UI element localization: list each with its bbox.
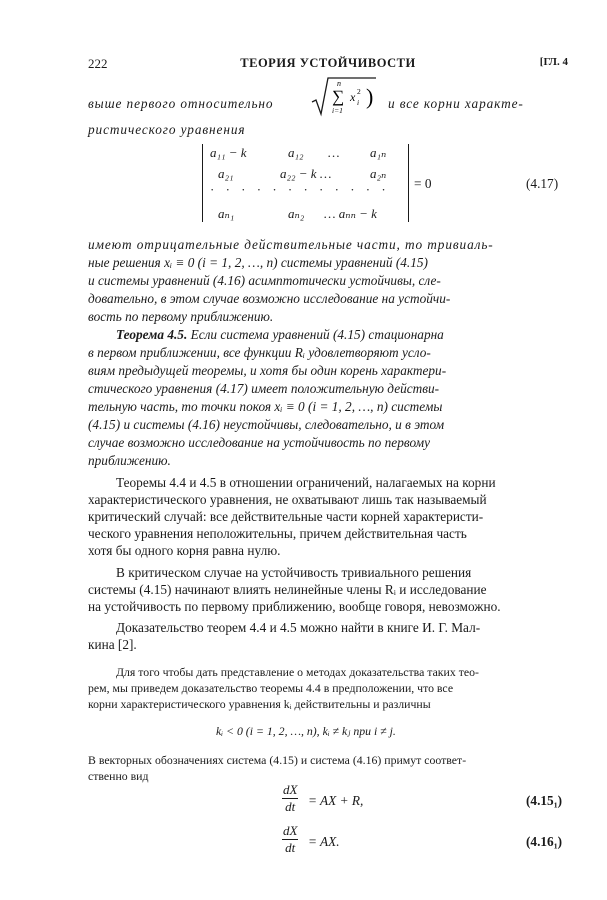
text-line: Доказательство теорем 4.4 и 4.5 можно найти в книге И. Г. Мал- [116,620,481,635]
text-line: хотя бы одного корня равна нулю. [88,543,281,558]
sum-upper-limit: n [337,79,341,88]
text-line: (4.15) и системы (4.16) неустойчивы, следовательно, и в этом [88,417,445,432]
page-number: 222 [88,56,108,71]
svg-text:∑: ∑ [332,87,345,106]
det-cell: a₂₂ − k … [280,166,332,181]
determinant-left-bar [202,144,203,222]
text-line: имеют отрицательные действительные части, то тривиаль- [88,237,494,252]
det-cell: a₁ₙ [370,145,387,160]
sum-term-sub: i [357,98,360,107]
characteristic-determinant [196,142,416,226]
text-line: случае возможно исследование на устойчивость по первому [88,435,430,450]
derivative-fraction [282,823,298,856]
text-line: стического уравнения (4.17) имеет положительную действи- [88,381,440,396]
text-line: довательно, в этом случае возможно исследование на устойчи- [88,291,451,306]
fraction-denominator: dt [285,840,296,855]
text-line: тельную часть, то точки покоя xᵢ ≡ 0 (i = 1, 2, …, n) системы [88,399,443,414]
det-cell: aₙ₂ [288,206,305,221]
small-text-line: В векторных обозначениях система (4.15) и система (4.16) примут соответ- [88,753,467,767]
det-cell: … aₙₙ − k [324,206,377,221]
text-line: ческого уравнения неположительны, причем действительная часть [88,526,467,541]
fraction-denominator: dt [285,799,296,814]
text-line: системы (4.15) начинают влиять нелинейные члены Rᵢ и исследование [88,582,487,597]
text-line: кина [2]. [88,637,137,652]
sum-lower-limit: i=1 [332,106,343,115]
det-cell: a₂ₙ [370,166,387,181]
text-line: Теоремы 4.4 и 4.5 в отношении ограничений, налагаемых на корни [116,475,496,490]
det-cell: a₁₂ [288,145,304,160]
text-line: выше первого относительно [88,96,274,111]
text-line: и системы уравнений (4.16) асимптотически устойчивы, сле- [88,273,441,288]
text-line: в первом приближении, все функции Rᵢ удовлетворяют усло- [88,345,431,360]
derivative-fraction [282,782,298,815]
det-rhs: = 0 [414,176,432,191]
running-header [88,56,568,72]
theorem-label: Теорема 4.5. [116,327,188,342]
theorem-first-line [116,326,444,343]
small-text-line: ственно вид [88,769,149,783]
equation-number: (4.17) [526,176,559,191]
svg-text:): ) [366,84,374,109]
small-text-line: рем, мы приведем доказательство теоремы 4.4 в предположении, что все [88,681,454,695]
text-line: критический случай: все действительные части корней характеристи- [88,509,484,524]
det-cell: a₁₁ − k [210,145,247,160]
theorem-text: Если система уравнений (4.15) стационарна [190,327,444,342]
text-line: характеристического уравнения, не охватывают лишь так называемый [88,492,487,507]
running-title: ТЕОРИЯ УСТОЙЧИВОСТИ [240,56,416,70]
text-line: ристического уравнения [88,122,246,137]
det-cell: … [328,145,340,160]
chapter-marker: [ГЛ. 4 [539,56,568,68]
equation-rhs: = AX + R, [308,793,364,808]
sum-term-sup: 2 [357,87,361,96]
text-line: ные решения xᵢ ≡ 0 (i = 1, 2, …, n) системы уравнений (4.15) [88,255,428,270]
fraction-numerator: dX [283,823,298,838]
text-line: и все корни характе- [388,96,524,111]
text-line: В критическом случае на устойчивость тривиального решения [116,565,472,580]
text-line: вость по первому приближению. [88,309,274,324]
determinant-right-bar [408,144,409,222]
text-line: приближению. [88,453,171,468]
fraction-numerator: dX [283,782,298,797]
small-text-line: корни характеристического уравнения kᵢ действительны и различны [88,697,431,711]
det-dots-row: · · · · · · · · · · · · [210,182,390,197]
equation-number: (4.15₁) [526,793,563,808]
small-text-line: Для того чтобы дать представление о методах доказательства таких тео- [116,665,479,679]
text-line: на устойчивость по первому приближению, вообще говоря, невозможно. [88,599,501,614]
det-cell: a₂₁ [218,166,234,181]
det-cell: aₙ₁ [218,206,235,221]
roots-condition: kᵢ < 0 (i = 1, 2, …, n), kᵢ ≠ kⱼ при i ≠ j. [216,724,396,738]
sqrt-sum-formula [310,76,378,118]
text-line: виям предыдущей теоремы, и хотя бы один корень характери- [88,363,447,378]
sum-term: x [350,90,356,104]
equation-number: (4.16₁) [526,834,563,849]
equation-rhs: = AX. [308,834,340,849]
